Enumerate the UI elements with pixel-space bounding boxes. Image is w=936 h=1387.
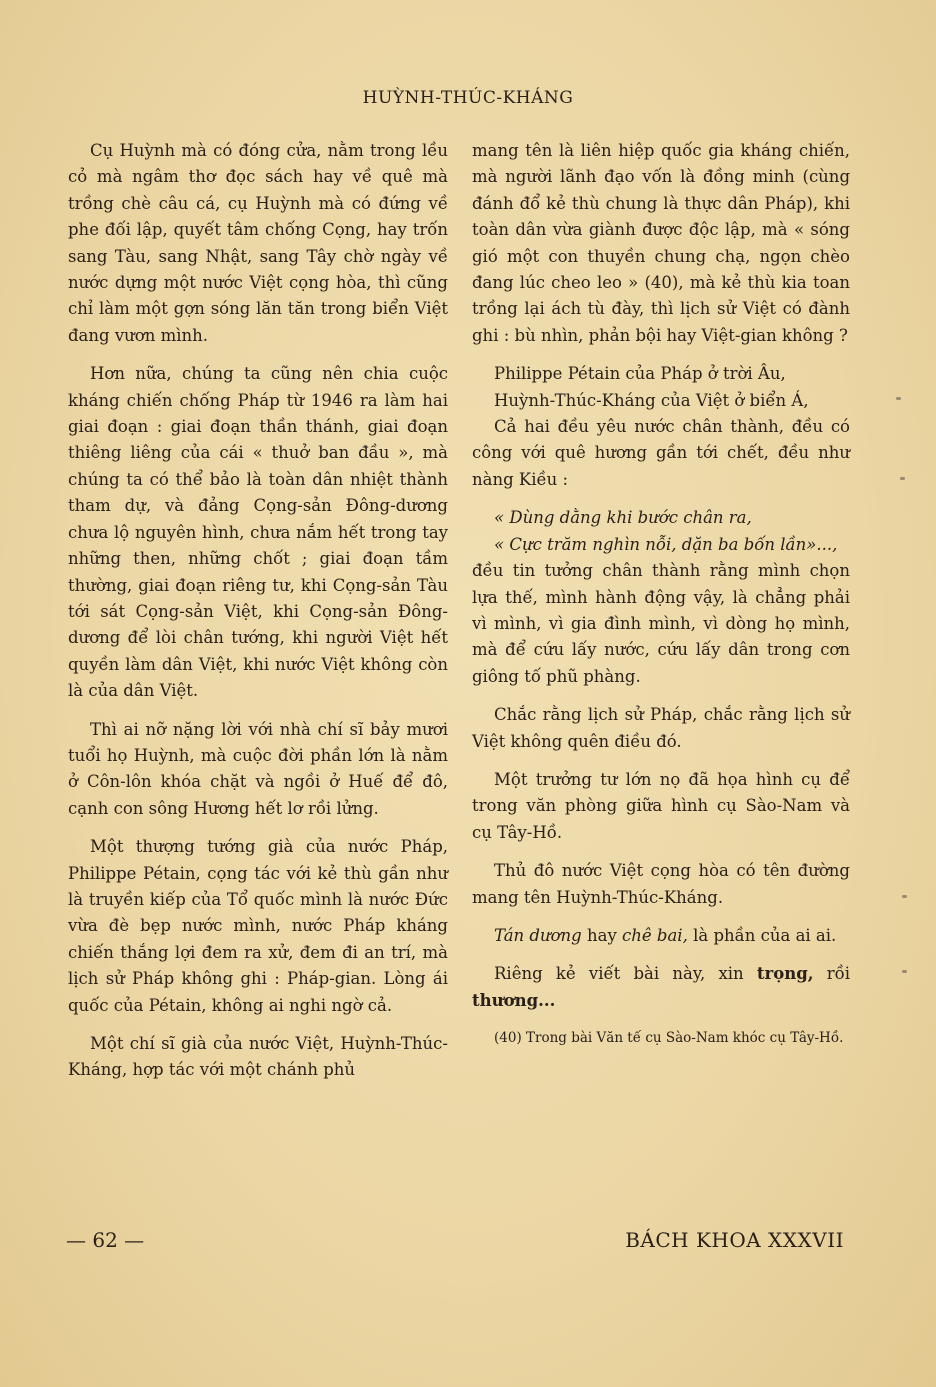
paper-speck [900,477,905,480]
paragraph: Thì ai nỡ nặng lời với nhà chí sĩ bảy mươi tuổi họ Huỳnh, mà cuộc đời phần lớn là nằm ở Côn-lôn khóa chặt và ngồi ở Huế để đô, cạnh con sông Hương hết lơ rồi lửng. [68,719,448,818]
paragraph: Một thượng tướng già của nước Pháp, Philippe Pétain, cọng tác với kẻ thù gần như là truyền kiếp của Tổ quốc mình là nước Đức vừa đè bẹp nước mình, nước Pháp kháng chiến thắng lợi đem ra xử, đem đi an trí, mà lịch sử Pháp không ghi : Pháp-gian. Lòng ái quốc của Pétain, không ai nghi ngờ cả. [68,837,448,1015]
poem-quote: « Cực trăm nghìn nỗi, dặn ba bốn lần»..., [494,534,838,554]
paragraph: Một chí sĩ già của nước Việt, Huỳnh-Thúc-Kháng, hợp tác với một chánh phủ [68,1034,448,1080]
paragraph: Một trưởng tư lớn nọ đã họa hình cụ để trong văn phòng giữa hình cụ Sào-Nam và cụ Tây-Hồ. [472,769,850,842]
paragraph: đều tin tưởng chân thành rằng mình chọn lựa thế, mình hành động vậy, là chẳng phải vì mình, vì gia đình mình, vì dòng họ mình, mà để cứu lấy nước, cứu lấy dân trong cơn giông tố phũ phàng. [472,561,850,686]
page-number: — 62 — [66,1228,145,1252]
paper-speck [902,895,907,898]
paragraph [472,961,850,1014]
paper-speck [896,397,901,400]
emphasis: chê bai, [622,925,688,945]
text-run: là phần của ai ai. [687,925,837,945]
paper-speck [902,970,907,973]
verse-line: Huỳnh-Thúc-Kháng của Việt ở biển Á, [494,390,809,410]
paragraph [472,923,850,949]
paragraph: mang tên là liên hiệp quốc gia kháng chiến, mà người lãnh đạo vốn là đồng minh (cùng đánh đổ kẻ thù chung là thực dân Pháp), khi toàn dân vừa giành được độc lập, mà « sóng gió một con thuyền chung chạ, ngọn chèo đang lúc cheo leo » (40), mà kẻ thù kia toan trồng lại ách tù đày, thì lịch sử Việt có đành ghi : bù nhìn, phản bội hay Việt-gian không ? [472,141,850,345]
footnote: (40) Trong bài Văn tế cụ Sào-Nam khóc cụ Tây-Hồ. [494,1030,844,1047]
running-header: HUỲNH-THÚC-KHÁNG [362,88,574,108]
publication-name: BÁCH KHOA XXXVII [625,1228,844,1252]
text-run: Riêng kẻ viết bài này, xin [494,964,757,984]
right-column [472,138,850,1048]
text-run: rồi [813,964,850,984]
paragraph: Cả hai đều yêu nước chân thành, đều có công với quê hương gần tới chết, đều như nàng Kiều : [472,417,850,489]
text-run: hay [581,925,623,945]
verse-line: Philippe Pétain của Pháp ở trời Âu, [494,364,786,384]
poem-quote: « Dùng dằng khi bước chân ra, [494,508,752,528]
left-column [68,138,448,1084]
emphasis: Tán dương [494,925,582,945]
paragraph: Hơn nữa, chúng ta cũng nên chia cuộc kháng chiến chống Pháp từ 1946 ra làm hai giai đoạn : giai đoạn thần thánh, giai đoạn thiêng liêng của cái « thuở ban đầu », mà chúng ta có thể bảo là toàn dân nhiệt thành tham dự, và đảng Cọng-sản Đông-dương chưa lộ nguyên hình, chưa nắm hết trong tay những then, những chốt ; giai đoạn tầm thường, giai đoạn riêng tư, khi Cọng-sản Tàu tới sát Cọng-sản Việt, khi Cọng-sản Đông-dương để lòi chân tướng, khi người Việt hết quyền làm dân Việt, khi nước Việt không còn là của dân Việt. [68,364,448,701]
paragraph: Thủ đô nước Việt cọng hòa có tên đường mang tên Huỳnh-Thúc-Kháng. [472,861,850,907]
emphasis: thương... [472,990,556,1010]
paragraph: Cụ Huỳnh mà có đóng cửa, nằm trong lều cỏ mà ngâm thơ đọc sách hay về quê mà trồng chè câu cá, cụ Huỳnh mà có đứng về phe đối lập, quyết tâm chống Cọng, hay trốn sang Tàu, sang Nhật, sang Tây chờ ngày về nước dựng một nước Việt cọng hòa, thì cũng chỉ làm một gợn sóng lăn tăn trong biển Việt đang vươn mình. [68,141,448,345]
emphasis: trọng, [756,964,814,984]
paragraph: Chắc rằng lịch sử Pháp, chắc rằng lịch sử Việt không quên điều đó. [472,705,850,751]
